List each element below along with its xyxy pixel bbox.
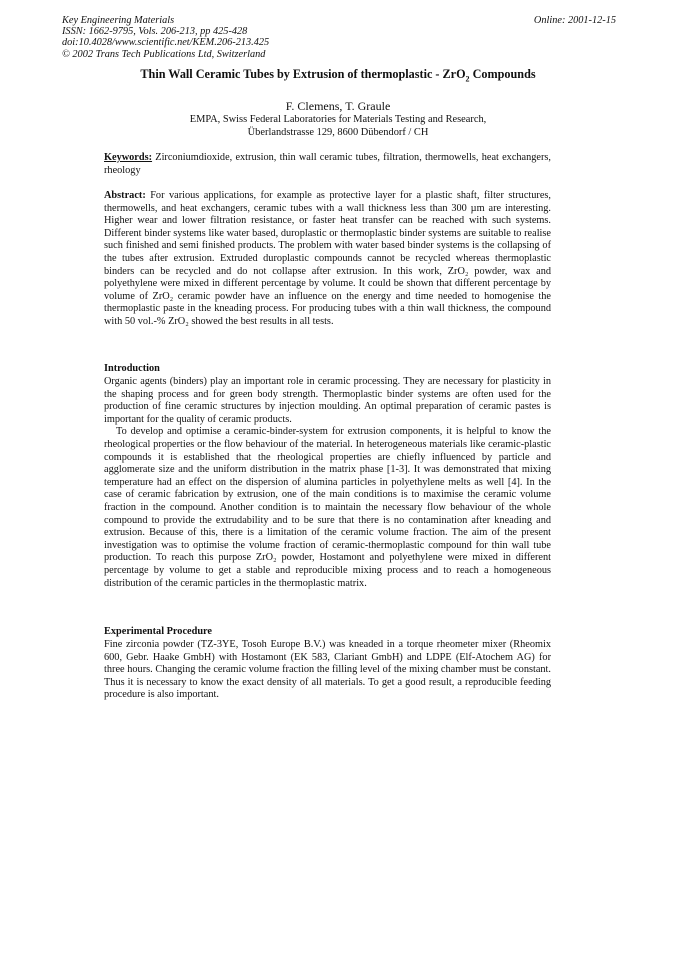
keywords-text: Zirconiumdioxide, extrusion, thin wall ceramic tubes, filtration, thermowells, heat exchangers, rheology bbox=[104, 152, 551, 176]
abstract bbox=[104, 190, 551, 329]
introduction-heading: Introduction bbox=[104, 363, 160, 374]
affiliation-line-2: Überlandstrasse 129, 8600 Dübendorf / CH bbox=[247, 127, 429, 138]
title-subscript: 2 bbox=[465, 74, 470, 84]
doi-link[interactable]: doi:10.4028/www.scientific.net/KEM.206-213.425 bbox=[62, 37, 270, 49]
authors: F. Clemens, T. Graule bbox=[285, 99, 391, 113]
introduction-paragraph-2: To develop and optimise a ceramic-binder-system for extrusion components, it is helpful to know the rheological properties or the flow behaviour of the material. In heterogeneous materials like ceramic-plastic compounds it is established that the rheological properties are chiefly influenced by particle and agglomerate size and the uniform distribution in the matrix phase [1-3]. It was demonstrated that mixing temperature had an effect on the dispersion of alumina particles in polyethylene melts as well [4]. In the case of ceramic fabrication by extrusion, one of the main conditions is to maximise the ceramic volume fraction in the compound. Another condition is to maintain the necessary flow behaviour of the whole compound to provide the extrudability and to be sure that there is no contamination after kneading and extrusion. Because of this, there is a limitation of the ceramic volume fraction. The aim of the present investigation was to optimise the volume fraction of ceramic-thermoplastic compound for thin wall tube production. To reach this purpose ZrO₂ powder, Hostamont and polyethylene were mixed in different percentage by volume to get a stable and reproducible mixing process and to reach a homogeneous distribution of the ceramic particles in the thermoplastic matrix. bbox=[104, 426, 551, 589]
keywords bbox=[104, 152, 551, 177]
title-end: Compounds bbox=[469, 67, 536, 81]
abstract-text: For various applications, for example as protective layer for a plastic shaft, filter structures, thermowells, and heat exchangers, ceramic tubes with a wall thickness less than 300 µm are interesting. Higher wear and lower filtration resistance, or faster heat transfer can be reached with such systems. Different binder systems like water based, duroplastic or thermoplastic binder systems are suitable to realise such finished and semi finished products. The problem with water based binder systems is the collapsing of the tubes after extrusion. Extruded duroplastic compounds cannot be recycled whereas thermoplastic binders can be recycled and do not collapse after extrusion. In this work, ZrO₂ powder, wax and polyethylene were mixed in different percentage by volume. It could be shown that different percentage by volume of ZrO₂ ceramic powder have an influence on the energy and time needed to homogenise the thermoplastic paste in the kneading process. For producing tubes with a thin wall thickness, the compound with 50 vol.-% ZrO₂ showed the best results in all tests. bbox=[104, 190, 551, 327]
introduction-paragraph-1: Organic agents (binders) play an important role in ceramic processing. They are necessary for plasticity in the shaping process and for green body strength. Thermoplastic binder systems are often used for the production of fine ceramic structures by injection moulding. An optimal preparation of ceramic pastes is important for the quality of ceramic products. bbox=[104, 376, 551, 425]
affiliation-line-1: EMPA, Swiss Federal Laboratories for Materials Testing and Research, bbox=[189, 114, 487, 125]
keywords-label: Keywords: bbox=[104, 152, 153, 163]
experimental-paragraph-1: Fine zirconia powder (TZ-3YE, Tosoh Europe B.V.) was kneaded in a torque rheometer mixer (Rheomix 600, Gebr. Haake GmbH) with Hostamont (EK 583, Clariant GmbH) and LDPE (Elf-Atochem AG) for three hours. Changing the ceramic volume fraction the filling level of the mixing chamber must be constant. Thus it is necessary to know the exact density of all materials. To get a good result, a reproducible feeding procedure is also important. bbox=[104, 639, 551, 701]
copyright-line: © 2002 Trans Tech Publications Ltd, Switzerland bbox=[62, 48, 266, 60]
experimental-heading: Experimental Procedure bbox=[104, 626, 213, 637]
title-main: Thin Wall Ceramic Tubes by Extrusion of thermoplastic - ZrO bbox=[140, 67, 466, 81]
introduction-body bbox=[104, 376, 551, 590]
experimental-body bbox=[104, 639, 551, 702]
issn-line: ISSN: 1662-9795, Vols. 206-213, pp 425-428 bbox=[62, 26, 248, 38]
online-date: Online: 2001-12-15 bbox=[533, 15, 616, 26]
journal-header bbox=[62, 15, 382, 60]
paper-title bbox=[60, 67, 616, 86]
abstract-label: Abstract: bbox=[104, 190, 146, 201]
journal-name: Key Engineering Materials bbox=[62, 15, 175, 26]
